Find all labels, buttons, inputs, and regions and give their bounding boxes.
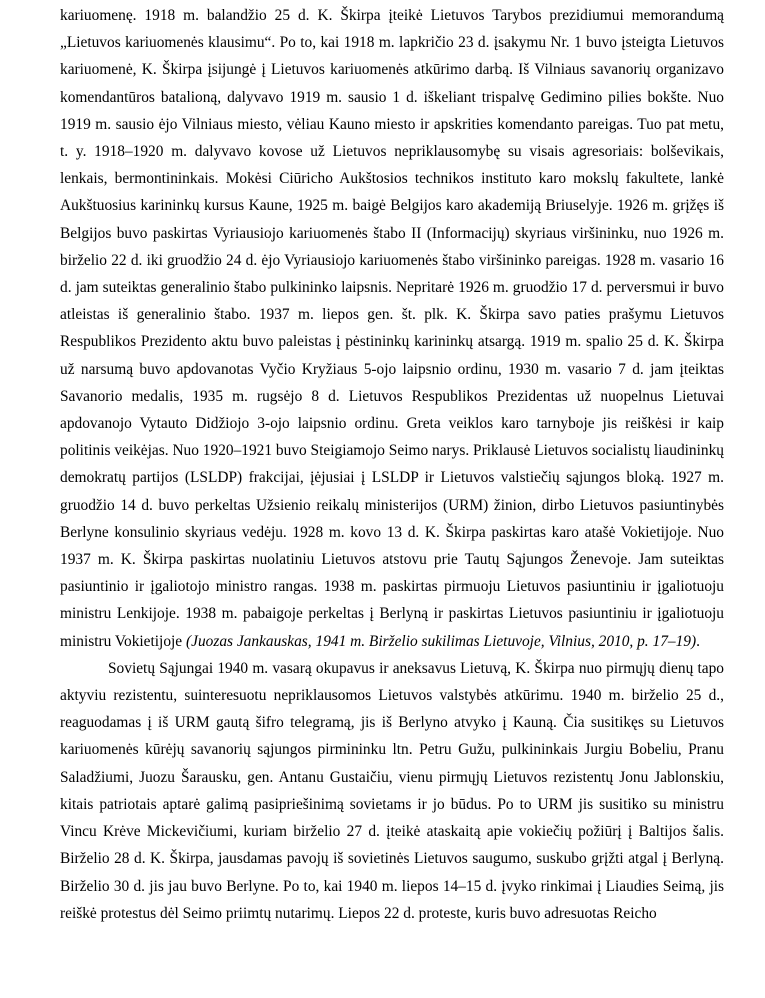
paragraph-1-text: kariuomenę. 1918 m. balandžio 25 d. K. Škirpa įteikė Lietuvos Tarybos prezidiumui memorandumą „Lietuvos kariuomenės klausimu“. Po to, kai 1918 m. lapkričio 23 d. įsakymu Nr. 1 buvo įsteigta Lietuvos kariuomenė, K. Škirpa įsijungė į Lietuvos kariuomenės atkūrimo darbą. Iš Vilniaus savanorių organizavo komendantūros batalioną, dalyvavo 1919 m. sausio 1 d. iškeliant trispalvę Gedimino pilies bokšte. Nuo 1919 m. sausio ėjo Vilniaus miesto, vėliau Kauno miesto ir apskrities komendanto pareigas. Tuo pat metu, t. y. 1918–1920 m. dalyvavo kovose už Lietuvos nepriklausomybę su visais agresoriais: bolševikais, lenkais, bermontininkais. Mokėsi Ciūricho Aukštosios technikos instituto karo mokslų fakultete, lankė Aukštuosius karininkų kursus Kaune, 1925 m. baigė Belgijos karo akademiją Briuselyje. 1926 m. grįžęs iš Belgijos buvo paskirtas Vyriausiojo kariuomenės štabo II (Informacijų) skyriaus viršininku, nuo 1926 m. birželio 22 d. iki gruodžio 24 d. ėjo Vyriausiojo kariuomenės štabo viršininko pareigas. 1928 m. vasario 16 d. jam suteiktas generalinio štabo pulkininko laipsnis. Nepritarė 1926 m. gruodžio 17 d. perversmui ir buvo atleistas iš generalinio štabo. 1937 m. liepos gen. št. plk. K. Škirpa savo paties prašymu Lietuvos Respublikos Prezidento aktu buvo paleistas į pėstininkų karininkų atsargą. 1919 m. spalio 25 d. K. Škirpa už narsumą buvo apdovanotas Vyčio Kryžiaus 5-ojo laipsnio ordinu, 1930 m. vasario 7 d. jam įteiktas Savanorio medalis, 1935 m. rugsėjo 8 d. Lietuvos Respublikos Prezidentas už nuopelnus Lietuvai apdovanojo Vytauto Didžiojo 3-ojo laipsnio ordinu. Greta veiklos karo tarnyboje jis reiškėsi ir kaip politinis veikėjas. Nuo 1920–1921 buvo Steigiamojo Seimo narys. Priklausė Lietuvos socialistų liaudininkų demokratų partijos (LSLDP) frakcijai, įėjusiai į LSLDP ir Lietuvos valstiečių sąjungos bloką. 1927 m. gruodžio 14 d. buvo perkeltas Užsienio reikalų ministerijos (URM) žinion, dirbo Lietuvos pasiuntinybės Berlyne konsulinio skyriaus vedėju. 1928 m. kovo 13 d. K. Škirpa paskirtas karo atašė Vokietijoje. Nuo 1937 m. K. Škirpa paskirtas nuolatiniu Lietuvos atstovu prie Tautų Sąjungos Ženevoje. Jam suteiktas pasiuntinio ir įgaliotojo ministro rangas. 1938 m. paskirtas pirmuoju Lietuvos pasiuntiniu ir įgaliotuoju ministru Lenkijoje. 1938 m. pabaigoje perkeltas į Berlyną ir paskirtas Lietuvos pasiuntiniu ir įgaliotuoju ministru Vokietijoje xyxy=(60,7,724,650)
document-page xyxy=(60,2,724,927)
paragraph-2 xyxy=(60,655,724,927)
paragraph-1-end: . xyxy=(696,632,700,650)
paragraph-2-text: Sovietų Sąjungai 1940 m. vasarą okupavus ir aneksavus Lietuvą, K. Škirpa nuo pirmųjų dienų tapo aktyviu rezistentu, suinteresuotu nepriklausomos Lietuvos valstybės atkūrimu. 1940 m. birželio 25 d., reaguodamas į iš URM gautą šifro telegramą, jis iš Berlyno atvyko į Kauną. Čia susitikęs su Lietuvos kariuomenės kūrėjų savanorių sąjungos pirmininku ltn. Petru Gužu, pulkininkais Jurgiu Bobeliu, Pranu Saladžiumi, Juozu Šarausku, gen. Antanu Gustaičiu, vienu pirmųjų Lietuvos rezistentų Jonu Jablonskiu, kitais patriotais aptarė galimą pasipriešinimą sovietams ir jo būdus. Po to URM jis susitiko su ministru Vincu Krėve Mickevičiumi, kuriam birželio 27 d. įteikė ataskaitą apie vokiečių požiūrį į Baltijos šalis. Birželio 28 d. K. Škirpa, jausdamas pavojų iš sovietinės Lietuvos saugumo, suskubo grįžti atgal į Berlyną. Birželio 30 d. jis jau buvo Berlyne. Po to, kai 1940 m. liepos 14–15 d. įvyko rinkimai į Liaudies Seimą, jis reiškė protestus dėl Seimo priimtų nutarimų. Liepos 22 d. proteste, kuris buvo adresuotas Reicho xyxy=(60,659,724,922)
paragraph-1 xyxy=(60,2,724,655)
citation: (Juozas Jankauskas, 1941 m. Birželio sukilimas Lietuvoje, Vilnius, 2010, p. 17–19) xyxy=(185,632,697,650)
